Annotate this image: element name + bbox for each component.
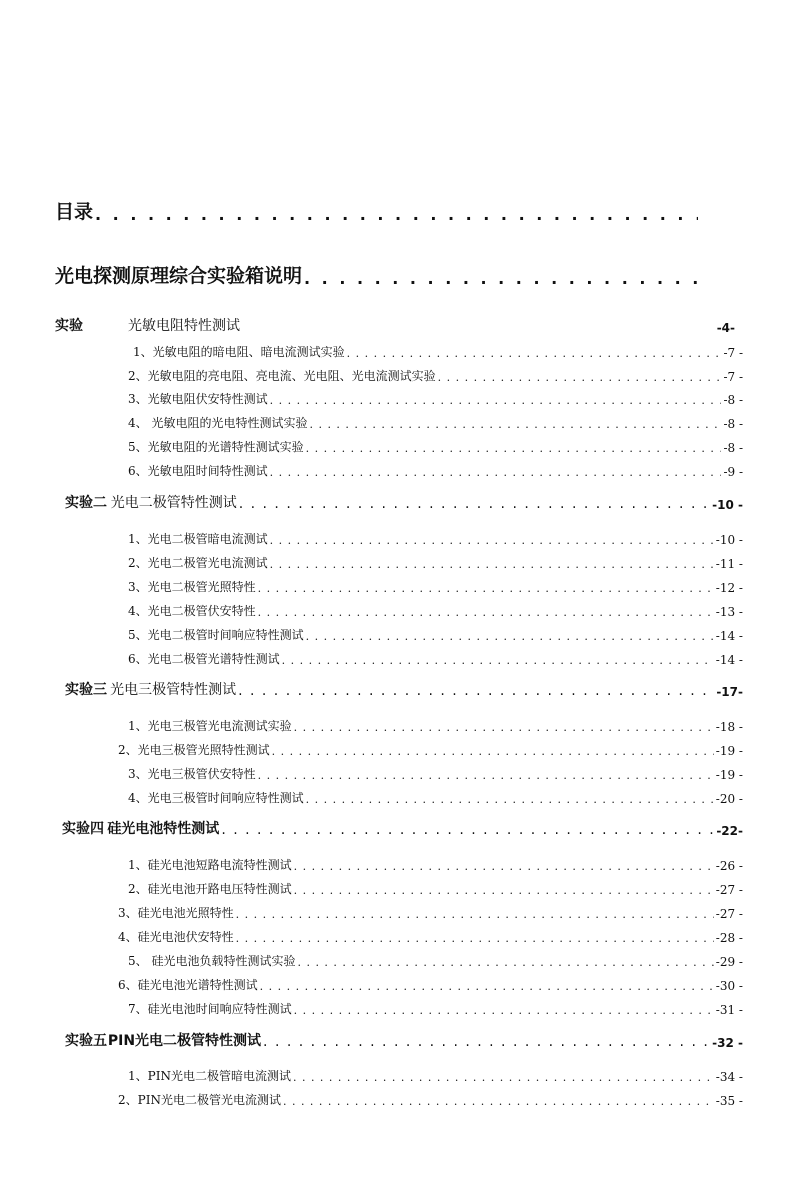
item-text: 5、光敏电阻的光谱特性测试实验 (128, 440, 304, 454)
chapter-page: -4- (716, 321, 735, 335)
leader-dots (306, 793, 714, 806)
chapter-title: 光电三极管特性测试 (110, 682, 237, 698)
toc-item[interactable] (128, 437, 743, 455)
item-text: 3、光电三极管伏安特性 (128, 767, 256, 781)
toc-item[interactable] (128, 366, 743, 384)
chapter-page: -22- (716, 824, 743, 838)
leader-dots (304, 269, 698, 288)
toc-item[interactable] (118, 740, 743, 758)
item-text: 2、PIN光电二极管光电流测试 (118, 1093, 281, 1107)
toc-item[interactable] (128, 951, 743, 969)
item-page: -35 - (715, 1094, 743, 1108)
item-text: 1、光电三极管光电流测试实验 (128, 719, 292, 733)
leader-dots (270, 394, 722, 407)
item-page: -20 - (715, 792, 743, 806)
chapter-title: 光敏电阻特性测试 (128, 318, 240, 334)
chapter-label: 实验二 (65, 495, 107, 511)
leader-dots (270, 534, 714, 547)
toc-item[interactable] (128, 855, 743, 873)
leader-dots (294, 860, 714, 873)
toc-item[interactable] (128, 625, 743, 643)
item-page: -8 - (723, 441, 743, 455)
chapter-page: -10 - (712, 498, 743, 512)
leader-dots (263, 1034, 710, 1050)
toc-item[interactable] (128, 788, 743, 806)
item-text: 4、 光敏电阻的光电特性测试实验 (128, 416, 308, 430)
toc-chapter-4[interactable] (62, 818, 743, 838)
item-page: -30 - (715, 979, 743, 993)
chapter-title: PIN光电二极管特性测试 (107, 1033, 262, 1049)
item-page: -28 - (715, 931, 743, 945)
leader-dots (236, 908, 714, 921)
item-page: -8 - (723, 417, 743, 431)
leader-dots (293, 1071, 714, 1084)
item-page: -19 - (715, 768, 743, 782)
toc-heading-label: 目录 (55, 201, 94, 223)
toc-item[interactable] (128, 389, 743, 407)
toc-item[interactable] (128, 764, 743, 782)
toc-item[interactable] (128, 413, 743, 431)
leader-dots (221, 822, 714, 838)
leader-dots (258, 769, 714, 782)
leader-dots (270, 466, 722, 479)
toc-item[interactable] (128, 529, 743, 547)
item-text: 1、PIN光电二极管暗电流测试 (128, 1069, 291, 1083)
leader-dots (294, 721, 714, 734)
item-text: 4、硅光电池伏安特性 (118, 930, 234, 944)
leader-dots (258, 606, 714, 619)
item-text: 7、硅光电池时间响应特性测试 (128, 1002, 292, 1016)
item-page: -8 - (723, 393, 743, 407)
item-text: 6、硅光电池光谱特性测试 (118, 978, 258, 992)
toc-item[interactable] (118, 903, 743, 921)
item-page: -12 - (715, 581, 743, 595)
chapter-title: 硅光电池特性测试 (107, 821, 220, 837)
item-text: 5、光电二极管时间响应特性测试 (128, 628, 304, 642)
item-text: 5、 硅光电池负载特性测试实验 (128, 954, 296, 968)
box-manual-title: 光电探测原理综合实验箱说明 (55, 265, 303, 287)
item-page: -10 - (715, 533, 743, 547)
item-page: -26 - (715, 859, 743, 873)
leader-dots (306, 442, 722, 455)
toc-chapter-1[interactable] (55, 315, 735, 335)
leader-dots (438, 371, 722, 384)
toc-heading (55, 196, 700, 224)
leader-dots (282, 654, 714, 667)
item-text: 3、硅光电池光照特性 (118, 906, 234, 920)
item-text: 1、硅光电池短路电流特性测试 (128, 858, 292, 872)
item-page: -27 - (715, 883, 743, 897)
chapter-label: 实验三 (65, 682, 107, 698)
item-text: 2、光电二极管光电流测试 (128, 556, 268, 570)
item-page: -34 - (715, 1070, 743, 1084)
item-text: 6、光敏电阻时间特性测试 (128, 464, 268, 478)
leader-dots (347, 347, 722, 360)
item-text: 1、光敏电阻的暗电阻、暗电流测试实验 (133, 345, 345, 359)
leader-dots (283, 1095, 714, 1108)
item-text: 2、光电三极管光照特性测试 (118, 743, 270, 757)
item-page: -14 - (715, 629, 743, 643)
chapter-page: -32 - (712, 1036, 743, 1050)
toc-item[interactable] (128, 553, 743, 571)
chapter-page: -17- (716, 685, 743, 699)
toc-item[interactable] (128, 999, 743, 1017)
item-page: -29 - (715, 955, 743, 969)
chapter-label: 实验四 (62, 821, 104, 837)
toc-item[interactable] (128, 879, 743, 897)
item-page: -19 - (715, 744, 743, 758)
toc-item[interactable] (128, 461, 743, 479)
item-page: -13 - (715, 605, 743, 619)
item-text: 2、光敏电阻的亮电阻、亮电流、光电阻、光电流测试实验 (128, 369, 436, 383)
leader-dots (236, 932, 714, 945)
toc-item[interactable] (118, 975, 743, 993)
leader-dots (238, 683, 714, 699)
chapter-label: 实验 (55, 318, 83, 334)
box-manual-entry[interactable] (55, 260, 700, 288)
chapter-title: 光电二极管特性测试 (110, 495, 237, 511)
leader-dots (260, 980, 714, 993)
item-text: 4、光电三极管时间响应特性测试 (128, 791, 304, 805)
item-text: 4、光电二极管伏安特性 (128, 604, 256, 618)
leader-dots (258, 582, 714, 595)
toc-item[interactable] (133, 342, 743, 360)
item-text: 3、光电二极管光照特性 (128, 580, 256, 594)
leader-dots (297, 956, 713, 969)
leader-dots (309, 418, 721, 431)
leader-dots (95, 205, 698, 224)
chapter-label: 实验五 (65, 1033, 107, 1049)
item-page: -7 - (723, 346, 743, 360)
toc-item[interactable] (128, 577, 743, 595)
item-text: 6、光电二极管光谱特性测试 (128, 652, 280, 666)
leader-dots (294, 884, 714, 897)
item-page: -9 - (723, 465, 743, 479)
leader-dots (270, 558, 714, 571)
toc-item[interactable] (118, 927, 743, 945)
leader-dots (306, 630, 714, 643)
toc-item[interactable] (128, 1066, 743, 1084)
item-page: -7 - (723, 370, 743, 384)
toc-item[interactable] (118, 1090, 743, 1108)
leader-dots (294, 1004, 714, 1017)
item-page: -11 - (715, 557, 743, 571)
item-page: -14 - (715, 653, 743, 667)
toc-chapter-2[interactable] (65, 492, 743, 512)
item-page: -27 - (715, 907, 743, 921)
toc-item[interactable] (128, 601, 743, 619)
toc-item[interactable] (128, 716, 743, 734)
leader-dots (272, 745, 714, 758)
item-page: -18 - (715, 720, 743, 734)
toc-chapter-5[interactable] (65, 1030, 743, 1050)
item-page: -31 - (715, 1003, 743, 1017)
item-text: 1、光电二极管暗电流测试 (128, 532, 268, 546)
toc-chapter-3[interactable] (65, 679, 743, 699)
toc-item[interactable] (128, 649, 743, 667)
leader-dots (239, 496, 710, 512)
item-text: 3、光敏电阻伏安特性测试 (128, 392, 268, 406)
item-text: 2、硅光电池开路电压特性测试 (128, 882, 292, 896)
